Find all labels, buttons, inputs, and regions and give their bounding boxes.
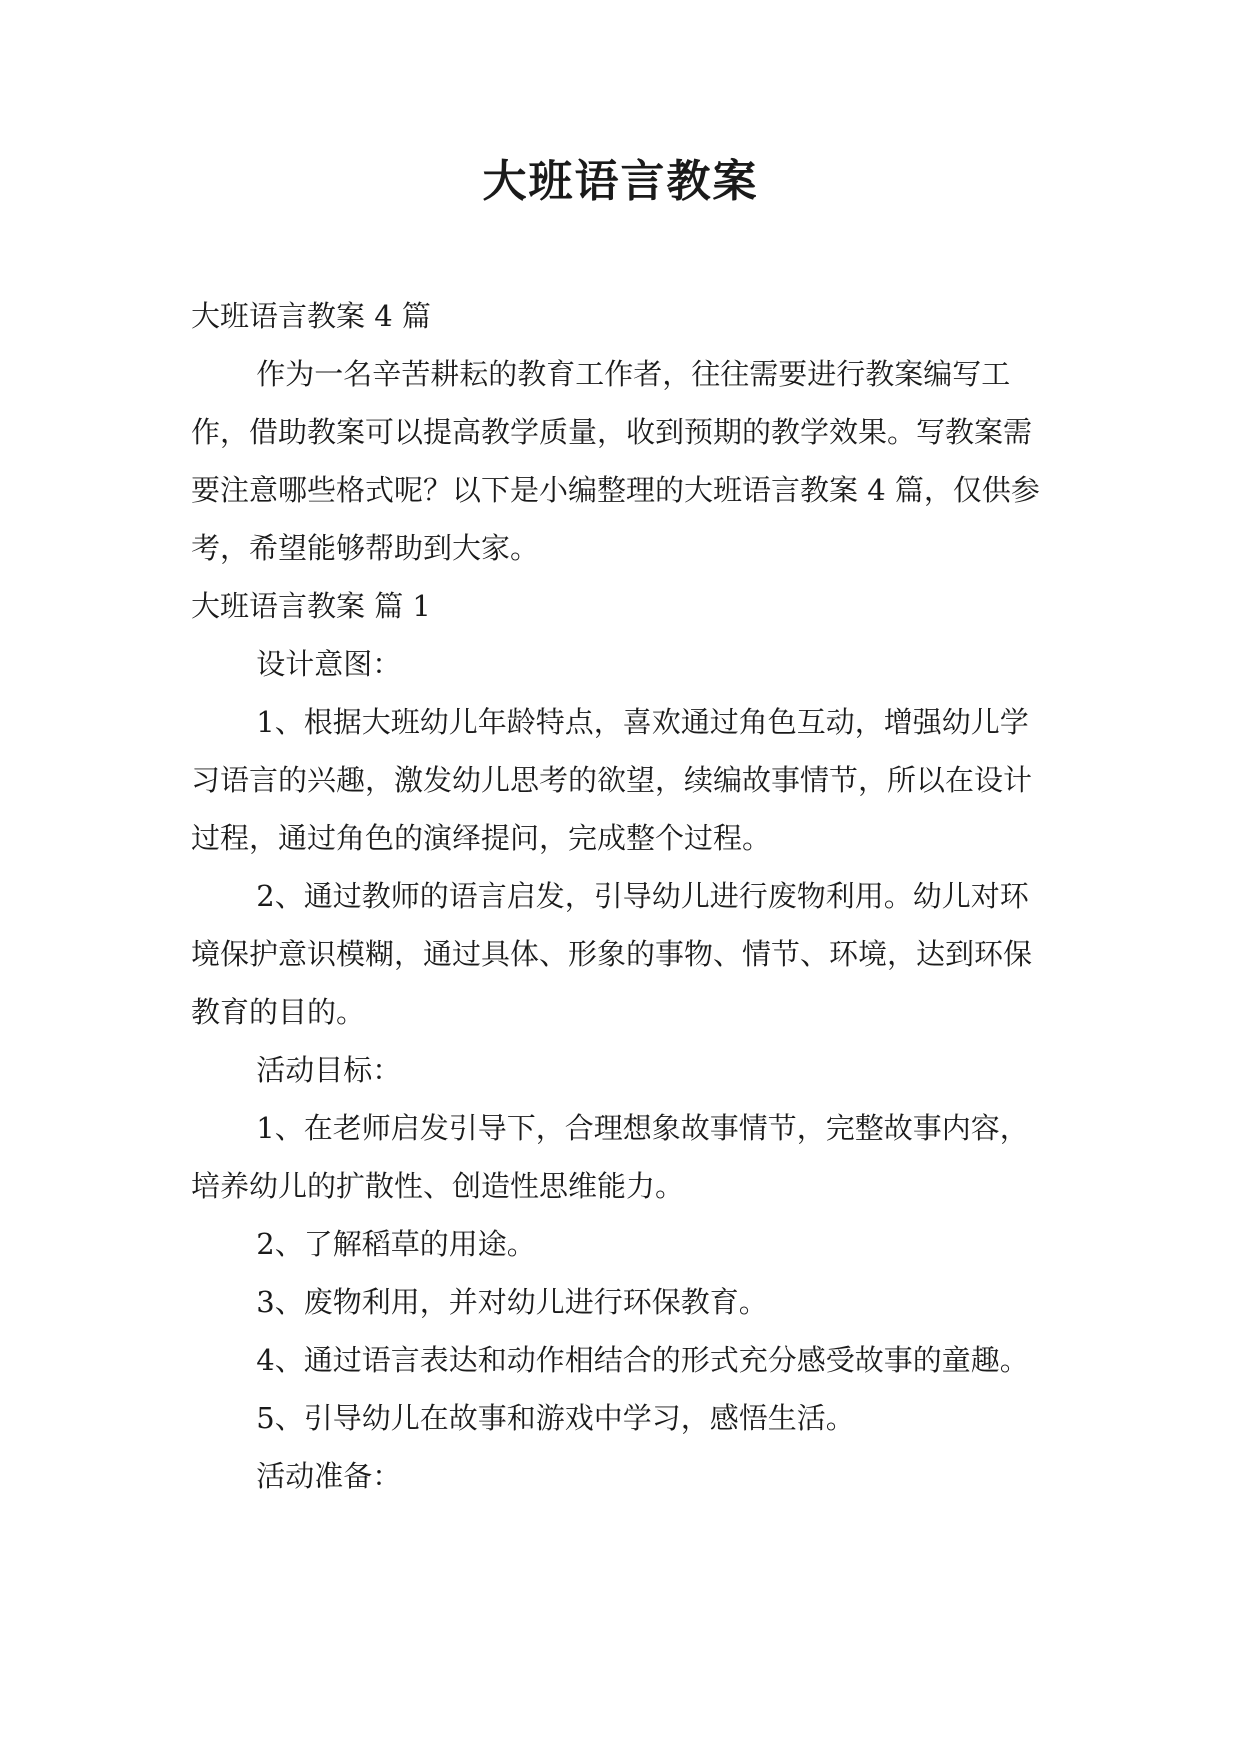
design-intent-item-2: 2、通过教师的语言启发，引导幼儿进行废物利用。幼儿对环境保护意识模糊，通过具体、形象的事物、情节、环境，达到环保教育的目的。 xyxy=(191,879,1033,1029)
document-title: 大班语言教案 xyxy=(482,156,759,207)
activity-goal-item-5: 5、引导幼儿在故事和游戏中学习，感悟生活。 xyxy=(256,1401,855,1435)
activity-goal-item-4: 4、通过语言表达和动作相结合的形式充分感受故事的童趣。 xyxy=(256,1343,1029,1377)
design-intent-item-1: 1、根据大班幼儿年龄特点，喜欢通过角色互动，增强幼儿学习语言的兴趣，激发幼儿思考的欲望，续编故事情节，所以在设计过程，通过角色的演绎提问，完成整个过程。 xyxy=(191,705,1033,855)
design-intent-heading: 设计意图： xyxy=(256,647,402,681)
activity-goals-heading: 活动目标： xyxy=(256,1053,402,1087)
activity-goal-item-1: 1、在老师启发引导下，合理想象故事情节，完整故事内容，培养幼儿的扩散性、创造性思维能力。 xyxy=(191,1111,1029,1203)
intro-paragraph: 作为一名辛苦耕耘的教育工作者，往往需要进行教案编写工作，借助教案可以提高教学质量，收到预期的教学效果。写教案需要注意哪些格式呢？以下是小编整理的大班语言教案 4 篇，仅供参考，希望能够帮助到大家。 xyxy=(191,357,1040,565)
doc-subtitle: 大班语言教案 4 篇 xyxy=(191,299,431,333)
activity-goal-item-2: 2、了解稻草的用途。 xyxy=(256,1227,536,1261)
activity-preparation-heading: 活动准备： xyxy=(256,1459,402,1493)
document-body xyxy=(191,287,1051,1505)
activity-goal-item-3: 3、废物利用，并对幼儿进行环保教育。 xyxy=(256,1285,768,1319)
section-heading-part1: 大班语言教案 篇 1 xyxy=(191,589,431,623)
